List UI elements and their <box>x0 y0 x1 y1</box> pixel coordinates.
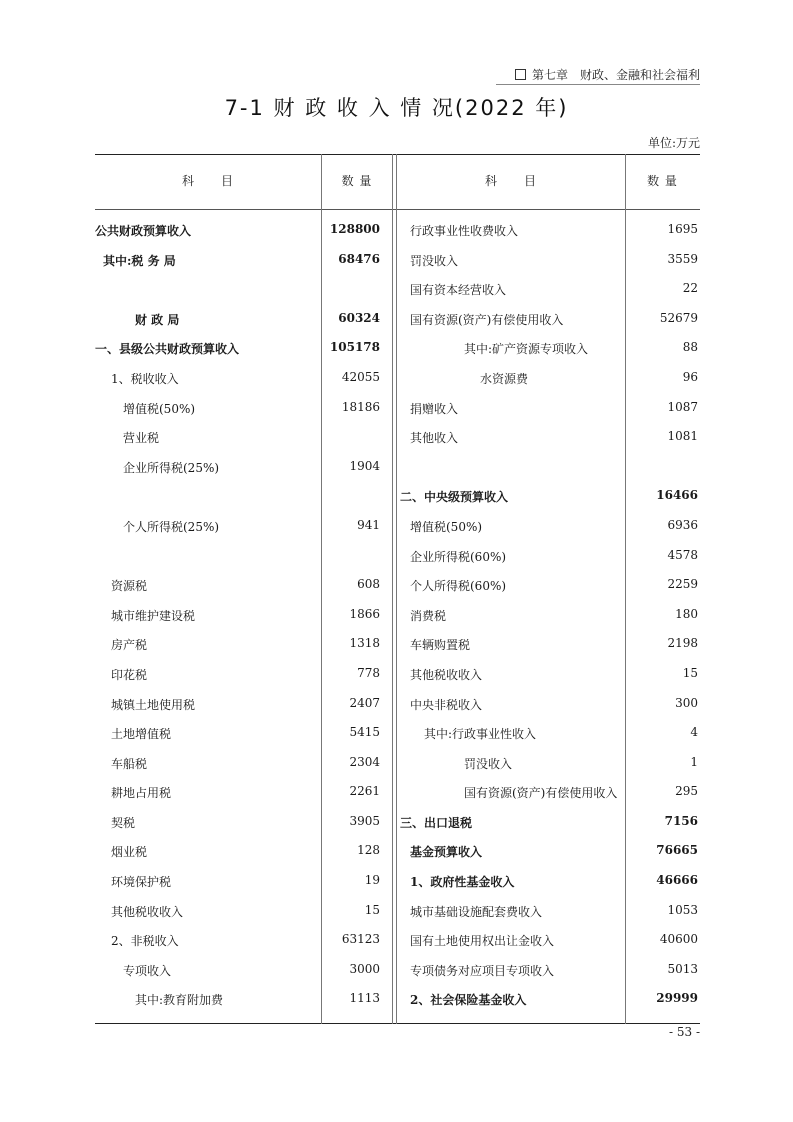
left-subject: 企业所得税(25%) <box>123 460 220 475</box>
right-subject: 企业所得税(60%) <box>410 549 507 564</box>
left-subject: 1、税收收入 <box>111 371 179 386</box>
right-amount: 88 <box>682 340 698 355</box>
table-row <box>95 423 700 453</box>
left-amount: 60324 <box>338 310 380 325</box>
table-row <box>95 897 700 927</box>
right-amount: 1081 <box>667 429 698 444</box>
left-amount: 63123 <box>341 932 380 947</box>
right-subject: 其中:行政事业性收入 <box>424 727 537 742</box>
table-row <box>95 364 700 394</box>
right-subject: 罚没收入 <box>410 253 459 268</box>
table-row <box>95 837 700 867</box>
table-header-rule <box>95 209 700 210</box>
header-subject-right: 科 目 <box>484 174 537 188</box>
right-amount: 15 <box>682 665 698 680</box>
right-amount: 22 <box>682 281 698 296</box>
left-subject: 财 政 局 <box>135 312 180 327</box>
left-subject: 车船税 <box>111 756 148 771</box>
left-subject: 其中:税 务 局 <box>103 253 176 268</box>
right-amount: 1087 <box>667 399 698 414</box>
right-amount: 7156 <box>664 813 698 828</box>
right-amount: 2259 <box>667 577 698 592</box>
left-subject: 土地增值税 <box>111 727 172 742</box>
right-subject: 国有资源(资产)有偿使用收入 <box>410 312 564 327</box>
right-subject: 2、社会保险基金收入 <box>410 993 527 1008</box>
right-subject: 罚没收入 <box>464 756 513 771</box>
page-number: - 53 - <box>668 1025 700 1039</box>
left-amount: 128 <box>357 843 380 858</box>
table-row <box>95 601 700 631</box>
page-title: 7-1 财 政 收 入 情 况(2022 年) <box>224 96 569 120</box>
right-amount: 300 <box>675 695 698 710</box>
table-row <box>95 275 700 305</box>
left-amount: 608 <box>357 577 380 592</box>
right-amount: 29999 <box>656 991 698 1006</box>
right-subject: 其中:矿产资源专项收入 <box>464 342 589 357</box>
left-amount: 3000 <box>349 961 380 976</box>
table-top-rule <box>95 154 700 155</box>
left-subject: 耕地占用税 <box>111 786 172 801</box>
left-amount: 68476 <box>338 251 380 266</box>
left-subject: 个人所得税(25%) <box>123 519 220 534</box>
left-subject: 契税 <box>111 815 136 830</box>
table-row <box>95 246 700 276</box>
header-subject-left: 科 目 <box>181 174 234 188</box>
table-row <box>95 334 700 364</box>
right-subject: 国有资源(资产)有偿使用收入 <box>464 786 618 801</box>
right-subject: 车辆购置税 <box>410 638 471 653</box>
table-row <box>95 749 700 779</box>
left-amount: 2261 <box>349 784 380 799</box>
left-subject: 印花税 <box>111 667 148 682</box>
right-subject: 中央非税收入 <box>410 697 483 712</box>
right-amount: 5013 <box>667 961 698 976</box>
left-amount: 1904 <box>349 458 380 473</box>
table-row <box>95 216 700 246</box>
right-amount: 2198 <box>667 636 698 651</box>
chapter-rule <box>496 84 700 85</box>
header-amount-left: 数 量 <box>341 174 373 188</box>
left-subject: 增值税(50%) <box>123 401 196 416</box>
header-amount-right: 数 量 <box>647 174 678 188</box>
right-amount: 4 <box>690 725 698 740</box>
table-body <box>95 216 700 1015</box>
revenue-table <box>95 154 700 1024</box>
table-row <box>95 778 700 808</box>
right-subject: 三、出口退税 <box>400 815 473 830</box>
left-amount: 2304 <box>349 754 380 769</box>
left-amount: 105178 <box>329 340 380 355</box>
table-row <box>95 690 700 720</box>
left-amount: 1318 <box>349 636 380 651</box>
right-subject: 水资源费 <box>480 371 529 386</box>
left-amount: 1866 <box>349 606 380 621</box>
left-amount: 1113 <box>349 991 380 1006</box>
table-row <box>95 453 700 483</box>
left-subject: 城市维护建设税 <box>111 608 196 623</box>
table-row <box>95 808 700 838</box>
right-amount: 6936 <box>667 517 698 532</box>
right-subject: 城市基础设施配套费收入 <box>410 904 543 919</box>
right-subject: 捐赠收入 <box>410 401 459 416</box>
left-amount: 19 <box>364 873 380 888</box>
left-subject: 资源税 <box>111 579 148 594</box>
unit-label: 单位:万元 <box>647 136 700 150</box>
right-amount: 76665 <box>656 843 698 858</box>
left-amount: 15 <box>364 902 380 917</box>
right-subject: 消费税 <box>410 608 447 623</box>
left-subject: 城镇土地使用税 <box>111 697 196 712</box>
left-subject: 烟业税 <box>111 845 148 860</box>
right-subject: 其他税收收入 <box>410 667 483 682</box>
table-row <box>95 542 700 572</box>
right-amount: 180 <box>675 606 698 621</box>
table-row <box>95 305 700 335</box>
right-amount: 4578 <box>667 547 698 562</box>
left-amount: 3905 <box>349 813 380 828</box>
right-subject: 1、政府性基金收入 <box>410 875 515 890</box>
right-amount: 16466 <box>656 488 698 503</box>
right-subject: 基金预算收入 <box>410 845 483 860</box>
right-subject: 国有土地使用权出让金收入 <box>410 934 555 949</box>
table-row <box>95 926 700 956</box>
chapter-title: 第七章 财政、金融和社会福利 <box>531 68 700 82</box>
left-amount: 128800 <box>329 222 380 236</box>
right-amount: 40600 <box>659 932 698 947</box>
table-row <box>95 956 700 986</box>
table-row <box>95 571 700 601</box>
table-row <box>95 985 700 1015</box>
left-subject: 公共财政预算收入 <box>95 224 192 238</box>
left-subject: 房产税 <box>111 638 148 653</box>
right-subject: 其他收入 <box>410 431 459 446</box>
right-amount: 1 <box>690 754 698 769</box>
right-subject: 二、中央级预算收入 <box>400 490 509 505</box>
left-subject: 2、非税收入 <box>111 934 179 949</box>
right-amount: 3559 <box>667 251 698 266</box>
right-subject: 个人所得税(60%) <box>410 579 507 594</box>
right-subject: 增值税(50%) <box>410 519 483 534</box>
left-subject: 一、县级公共财政预算收入 <box>95 342 240 357</box>
table-row <box>95 482 700 512</box>
left-amount: 2407 <box>349 695 380 710</box>
left-subject: 其中:教育附加费 <box>135 993 224 1008</box>
left-amount: 5415 <box>349 725 380 740</box>
right-amount: 96 <box>682 369 698 384</box>
right-subject: 行政事业性收费收入 <box>410 224 519 238</box>
table-row <box>95 512 700 542</box>
left-subject: 其他税收收入 <box>111 904 184 919</box>
table-row <box>95 660 700 690</box>
right-amount: 52679 <box>659 310 698 325</box>
table-row <box>95 719 700 749</box>
table-row <box>95 394 700 424</box>
table-bottom-rule <box>95 1023 700 1024</box>
left-amount: 778 <box>357 665 380 680</box>
left-amount: 18186 <box>341 399 380 414</box>
right-amount: 46666 <box>656 873 698 888</box>
left-subject: 营业税 <box>123 431 160 446</box>
checkbox-square-icon <box>515 69 526 80</box>
table-row <box>95 630 700 660</box>
right-subject: 专项债务对应项目专项收入 <box>410 963 555 978</box>
right-amount: 1695 <box>667 222 698 236</box>
left-subject: 专项收入 <box>123 963 172 978</box>
right-amount: 1053 <box>667 902 698 917</box>
left-subject: 环境保护税 <box>111 875 172 890</box>
left-amount: 941 <box>357 517 380 532</box>
right-amount: 295 <box>675 784 698 799</box>
left-amount: 42055 <box>341 369 380 384</box>
table-row <box>95 867 700 897</box>
right-subject: 国有资本经营收入 <box>410 283 507 298</box>
chapter-header <box>515 66 700 83</box>
